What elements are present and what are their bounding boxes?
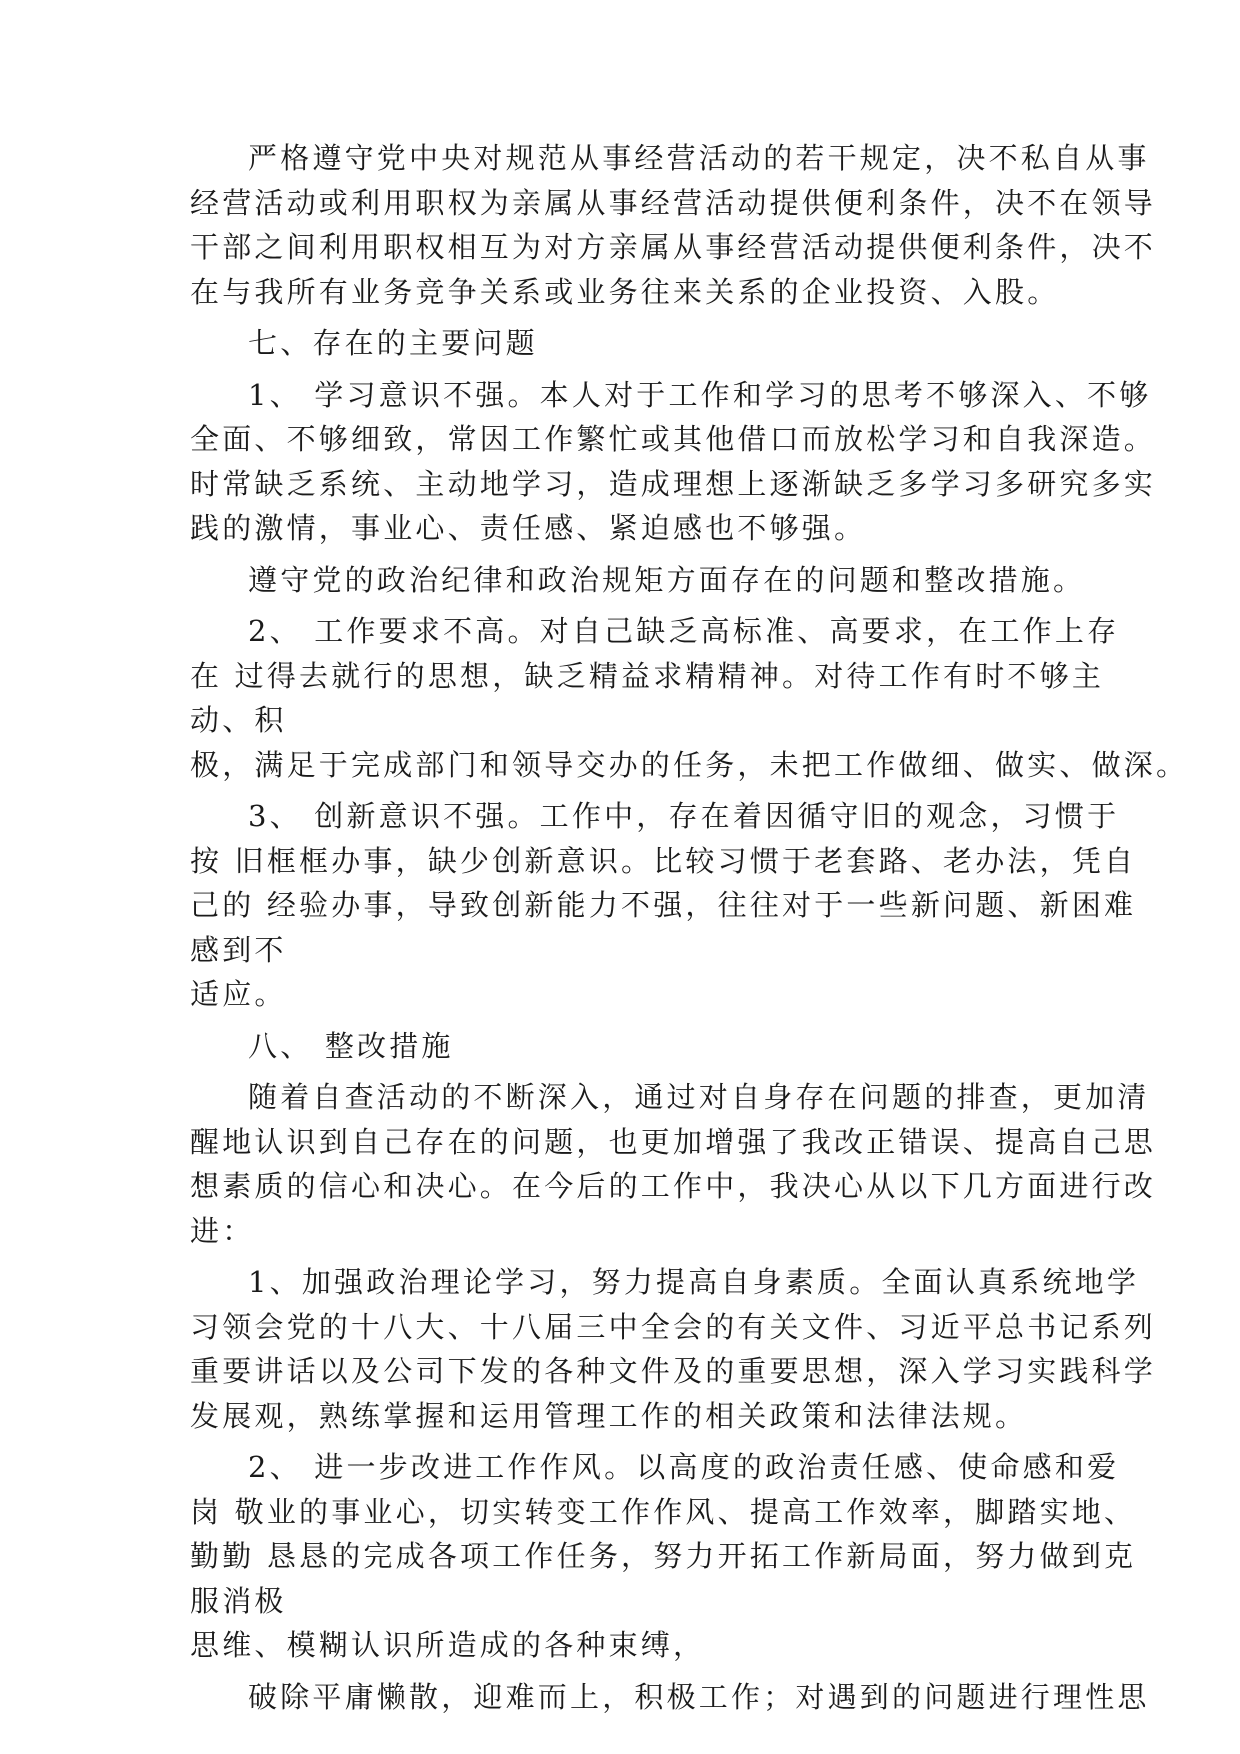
paragraph-3: 遵守党的政治纪律和政治规矩方面存在的问题和整改措施。	[248, 563, 1086, 597]
paragraph-1-line-3: 干部之间利用职权相互为对方亲属从事经营活动提供便利条件，决不	[190, 230, 1157, 264]
paragraph-8-line-3: 勤勤 恳恳的完成各项工作任务，努力开拓工作新局面，努力做到克	[190, 1539, 1137, 1573]
paragraph-1-line-1: 严格遵守党中央对规范从事经营活动的若干规定，决不私自从事	[248, 141, 1150, 175]
paragraph-4-line-3: 动、积	[190, 703, 287, 737]
paragraph-8-line-4: 服消极	[190, 1584, 287, 1618]
paragraph-7-line-2: 习领会党的十八大、十八届三中全会的有关文件、习近平总书记系列	[190, 1310, 1157, 1344]
paragraph-1-line-4: 在与我所有业务竞争关系或业务往来关系的企业投资、入股。	[190, 275, 1060, 309]
section-heading-8: 八、 整改措施	[248, 1029, 454, 1063]
paragraph-8-line-5: 思维、模糊认识所造成的各种束缚，	[190, 1628, 706, 1662]
paragraph-6-line-2: 醒地认识到自己存在的问题，也更加增强了我改正错误、提高自己思	[190, 1125, 1157, 1159]
paragraph-1-line-2: 经营活动或利用职权为亲属从事经营活动提供便利条件，决不在领导	[190, 186, 1157, 220]
paragraph-7-line-1: 1、加强政治理论学习，努力提高自身素质。全面认真系统地学	[248, 1265, 1140, 1299]
paragraph-2-line-4: 践的激情，事业心、责任感、紧迫感也不够强。	[190, 511, 867, 545]
paragraph-6-line-4: 进：	[190, 1214, 255, 1248]
paragraph-4-line-2: 在 过得去就行的思想，缺乏精益求精精神。对待工作有时不够主	[190, 659, 1105, 693]
paragraph-7-line-3: 重要讲话以及公司下发的各种文件及的重要思想，深入学习实践科学	[190, 1354, 1157, 1388]
section-heading-7: 七、存在的主要问题	[248, 326, 538, 360]
paragraph-8-line-1: 2、 进一步改进工作作风。以高度的政治责任感、使命感和爱	[248, 1450, 1120, 1484]
paragraph-4-line-4: 极，满足于完成部门和领导交办的任务，未把工作做细、做实、做深。	[190, 748, 1189, 782]
paragraph-6-line-3: 想素质的信心和决心。在今后的工作中，我决心从以下几方面进行改	[190, 1169, 1157, 1203]
paragraph-6-line-1: 随着自查活动的不断深入，通过对自身存在问题的排查，更加清	[248, 1080, 1150, 1114]
paragraph-5-line-3: 己的 经验办事，导致创新能力不强，往往对于一些新问题、新困难	[190, 888, 1137, 922]
paragraph-8-line-2: 岗 敬业的事业心，切实转变工作作风、提高工作效率，脚踏实地、	[190, 1495, 1137, 1529]
paragraph-4-line-1: 2、 工作要求不高。对自己缺乏高标准、高要求，在工作上存	[248, 614, 1120, 648]
paragraph-5-line-4: 感到不	[190, 933, 287, 967]
paragraph-2-line-3: 时常缺乏系统、主动地学习，造成理想上逐渐缺乏多学习多研究多实	[190, 467, 1157, 501]
paragraph-5-line-5: 适应。	[190, 977, 287, 1011]
paragraph-2-line-2: 全面、不够细致，常因工作繁忙或其他借口而放松学习和自我深造。	[190, 422, 1157, 456]
paragraph-9-line-1: 破除平庸懒散，迎难而上，积极工作；对遇到的问题进行理性思	[248, 1680, 1150, 1714]
paragraph-5-line-2: 按 旧框框办事，缺少创新意识。比较习惯于老套路、老办法，凭自	[190, 844, 1137, 878]
paragraph-2-line-1: 1、 学习意识不强。本人对于工作和学习的思考不够深入、不够	[248, 378, 1152, 412]
paragraph-5-line-1: 3、 创新意识不强。工作中，存在着因循守旧的观念，习惯于	[248, 799, 1120, 833]
paragraph-7-line-4: 发展观，熟练掌握和运用管理工作的相关政策和法律法规。	[190, 1399, 1028, 1433]
